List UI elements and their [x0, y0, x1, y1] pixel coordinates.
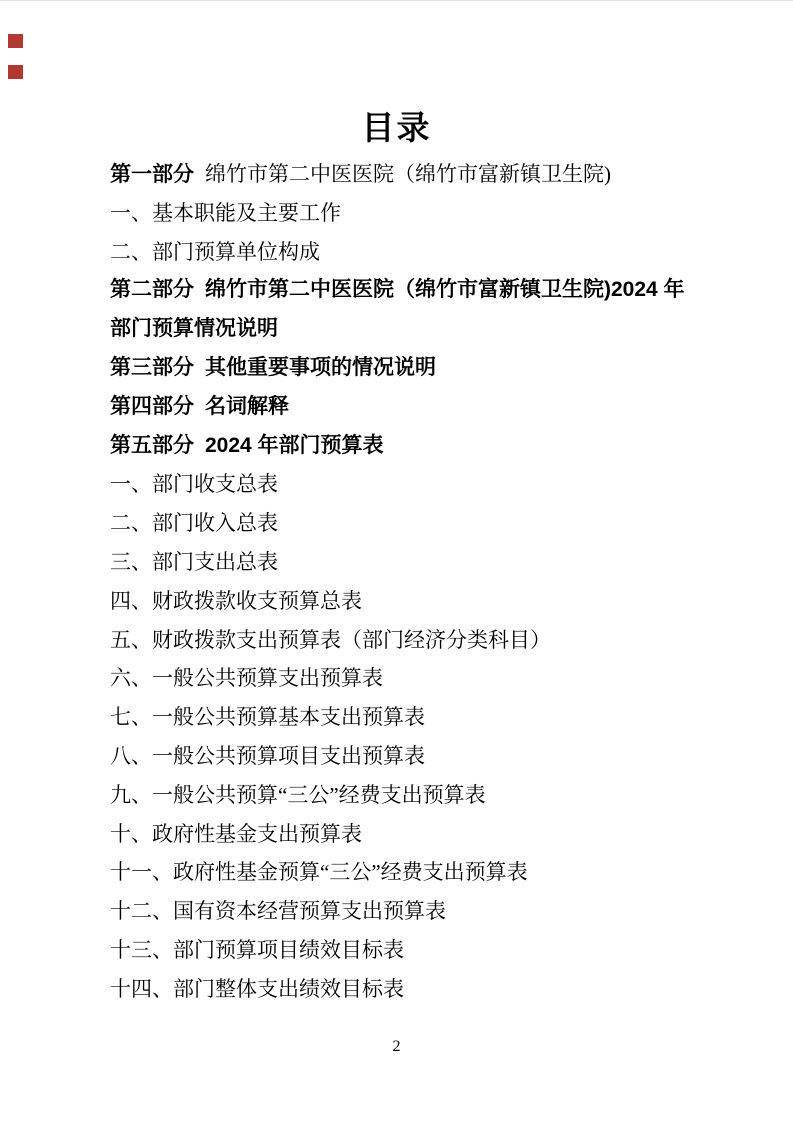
toc-part-text: 其他重要事项的情况说明 [205, 355, 436, 379]
toc-part-label: 第五部分 [110, 433, 194, 457]
table-of-contents [0, 155, 793, 1009]
toc-part-label: 第四部分 [110, 394, 194, 418]
toc-part-text: 2024 年部门预算表 [205, 433, 384, 457]
toc-entry: 十二、国有资本经营预算支出预算表 [110, 899, 446, 924]
toc-entry-part-5 [110, 427, 753, 466]
toc-entry-part-4 [110, 388, 753, 427]
toc-entry: 一、部门收支总表 [110, 472, 278, 497]
toc-part-label: 第三部分 [110, 355, 194, 379]
toc-entry-part-3 [110, 349, 753, 388]
toc-entry: 七、一般公共预算基本支出预算表 [110, 705, 425, 730]
toc-entry: 一、基本职能及主要工作 [110, 200, 341, 225]
toc-entry: 十四、部门整体支出绩效目标表 [110, 976, 404, 1001]
toc-entry: 十、政府性基金支出预算表 [110, 821, 362, 846]
page-title: 目录 [361, 109, 432, 146]
toc-entry-part-1 [110, 155, 753, 194]
toc-entry: 九、一般公共预算“三公”经费支出预算表 [110, 782, 486, 807]
toc-entry-part-2-continued: 部门预算情况说明 [110, 317, 278, 341]
toc-entry: 四、财政拨款收支预算总表 [110, 588, 362, 613]
toc-entry: 二、部门预算单位构成 [110, 239, 320, 264]
toc-entry: 三、部门支出总表 [110, 549, 278, 574]
toc-entry: 五、财政拨款支出预算表（部门经济分类科目） [110, 627, 551, 652]
toc-part-text: 绵竹市第二中医医院（绵竹市富新镇卫生院)2024 年 [205, 278, 685, 302]
toc-part-text: 名词解释 [205, 394, 289, 418]
toc-entry-part-2 [110, 271, 753, 310]
toc-entry: 十一、政府性基金预算“三公”经费支出预算表 [110, 860, 528, 885]
toc-entry: 八、一般公共预算项目支出预算表 [110, 743, 425, 768]
toc-part-text: 绵竹市第二中医医院（绵竹市富新镇卫生院) [205, 162, 611, 186]
toc-entry: 六、一般公共预算支出预算表 [110, 666, 383, 691]
toc-entry: 二、部门收入总表 [110, 511, 278, 536]
toc-part-label: 第二部分 [110, 278, 194, 302]
page-number: 2 [392, 1038, 401, 1055]
toc-entry: 十三、部门预算项目绩效目标表 [110, 937, 404, 962]
red-annotation-mark [8, 65, 23, 79]
red-annotation-mark [8, 34, 23, 48]
toc-part-label: 第一部分 [110, 163, 194, 186]
